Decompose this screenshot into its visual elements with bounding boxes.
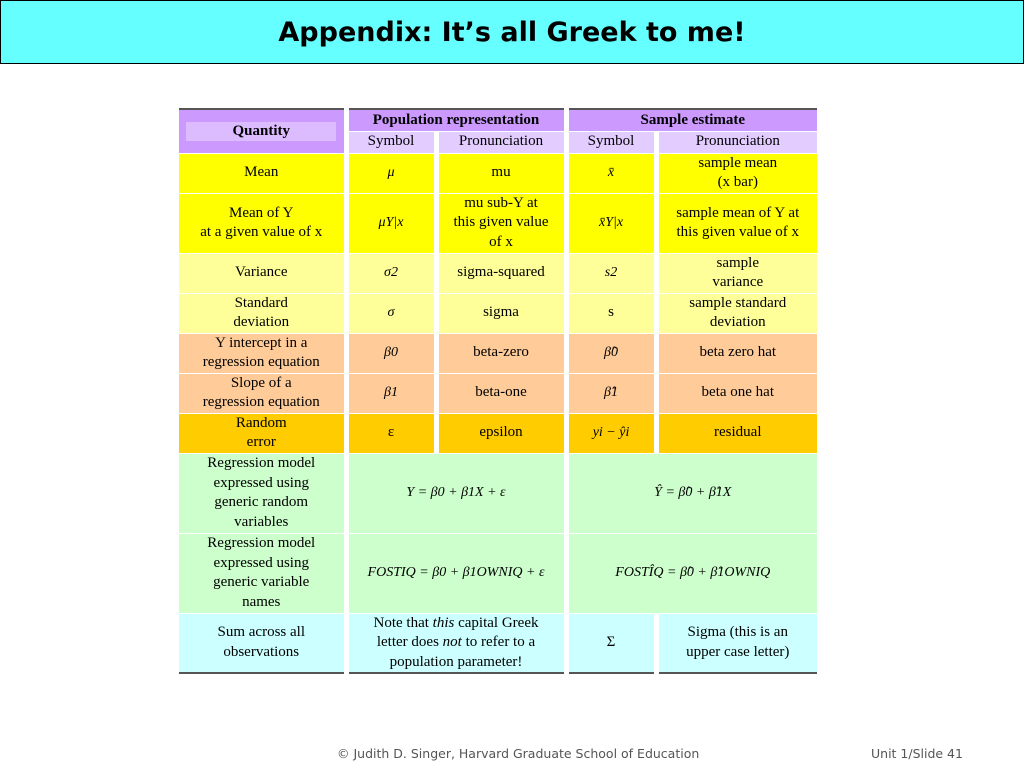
table-row bbox=[179, 153, 817, 193]
quantity-label: Quantity bbox=[186, 122, 336, 142]
sample-symbol-xbar-y-given-x: x̄Y|x bbox=[566, 193, 656, 253]
table-row bbox=[179, 533, 817, 613]
subheader-pop-pronunciation: Pronunciation bbox=[436, 131, 566, 153]
sample-pronunciation: sample variance bbox=[656, 253, 817, 293]
table-row bbox=[179, 253, 817, 293]
pop-pronunciation: mu bbox=[436, 153, 566, 193]
quantity-cell: Regression model expressed using generic variable names bbox=[179, 533, 346, 613]
subheader-sample-pronunciation: Pronunciation bbox=[656, 131, 817, 153]
slide-title: Appendix: It’s all Greek to me! bbox=[278, 16, 746, 48]
title-bar bbox=[0, 0, 1024, 64]
pop-pronunciation: sigma bbox=[436, 293, 566, 333]
subheader-pop-symbol: Symbol bbox=[346, 131, 436, 153]
sample-pronunciation: Sigma (this is an upper case letter) bbox=[656, 613, 817, 673]
sample-symbol-s: s bbox=[566, 293, 656, 333]
pop-pronunciation: epsilon bbox=[436, 413, 566, 453]
sample-symbol-xbar: x̄ bbox=[566, 153, 656, 193]
pop-pronunciation: sigma-squared bbox=[436, 253, 566, 293]
table-row bbox=[179, 193, 817, 253]
sample-symbol-beta-one-hat: β̂1 bbox=[566, 373, 656, 413]
sample-symbol-s-squared: s2 bbox=[566, 253, 656, 293]
sample-pronunciation: sample mean (x bar) bbox=[656, 153, 817, 193]
quantity-cell: Mean bbox=[179, 153, 346, 193]
sample-symbol-residual: yi − ŷi bbox=[566, 413, 656, 453]
pop-symbol-sigma-squared: σ2 bbox=[346, 253, 436, 293]
quantity-cell: Slope of a regression equation bbox=[179, 373, 346, 413]
sample-pronunciation: beta zero hat bbox=[656, 333, 817, 373]
quantity-cell: Standard deviation bbox=[179, 293, 346, 333]
quantity-cell: Regression model expressed using generic random variables bbox=[179, 453, 346, 533]
header-population: Population representation bbox=[346, 109, 566, 131]
sum-note: Note that this capital Greek letter does not to refer to a population parameter! bbox=[346, 613, 566, 673]
footer-copyright: © Judith D. Singer, Harvard Graduate School of Education bbox=[337, 746, 700, 761]
table-row bbox=[179, 333, 817, 373]
pop-pronunciation: beta-zero bbox=[436, 333, 566, 373]
pop-pronunciation: mu sub-Y at this given value of x bbox=[436, 193, 566, 253]
quantity-cell: Random error bbox=[179, 413, 346, 453]
table-row bbox=[179, 293, 817, 333]
header-sample: Sample estimate bbox=[566, 109, 817, 131]
pop-symbol-beta-zero: β0 bbox=[346, 333, 436, 373]
sample-pronunciation: sample standard deviation bbox=[656, 293, 817, 333]
pop-model-equation: Y = β0 + β1X + ε bbox=[346, 453, 566, 533]
quantity-cell: Variance bbox=[179, 253, 346, 293]
header-quantity bbox=[179, 109, 346, 153]
sample-pronunciation: sample mean of Y at this given value of x bbox=[656, 193, 817, 253]
table-row bbox=[179, 413, 817, 453]
subheader-sample-symbol: Symbol bbox=[566, 131, 656, 153]
quantity-cell: Y intercept in a regression equation bbox=[179, 333, 346, 373]
pop-symbol-mu-y-given-x: μY|x bbox=[346, 193, 436, 253]
sample-symbol-capital-sigma: Σ bbox=[566, 613, 656, 673]
quantity-cell: Sum across all observations bbox=[179, 613, 346, 673]
footer-slide-number: Unit 1/Slide 41 bbox=[871, 746, 963, 761]
table-row bbox=[179, 373, 817, 413]
sample-pronunciation: beta one hat bbox=[656, 373, 817, 413]
pop-symbol-beta-one: β1 bbox=[346, 373, 436, 413]
quantity-cell: Mean of Y at a given value of x bbox=[179, 193, 346, 253]
sample-pronunciation: residual bbox=[656, 413, 817, 453]
sample-model-named-equation: FOSTÎQ = β̂0 + β̂1OWNIQ bbox=[566, 533, 817, 613]
sample-symbol-beta-zero-hat: β̂0 bbox=[566, 333, 656, 373]
pop-symbol-sigma: σ bbox=[346, 293, 436, 333]
table-row bbox=[179, 453, 817, 533]
greek-symbols-table bbox=[179, 108, 817, 674]
pop-pronunciation: beta-one bbox=[436, 373, 566, 413]
table-row bbox=[179, 613, 817, 673]
pop-symbol-epsilon: ε bbox=[346, 413, 436, 453]
pop-symbol-mu: μ bbox=[346, 153, 436, 193]
sample-model-equation: Ŷ = β̂0 + β̂1X bbox=[566, 453, 817, 533]
pop-model-named-equation: FOSTIQ = β0 + β1OWNIQ + ε bbox=[346, 533, 566, 613]
